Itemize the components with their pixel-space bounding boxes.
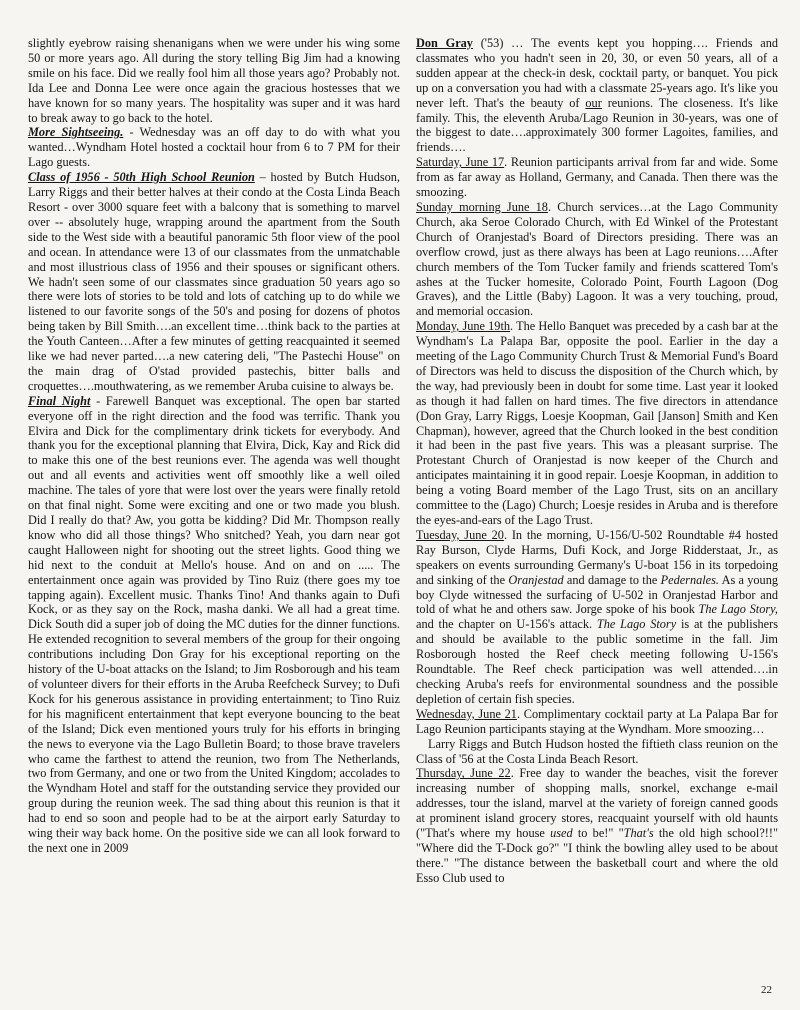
tuesday-text-b: and damage to the [563, 572, 661, 587]
wednesday-heading: Wednesday, June 21 [416, 706, 517, 721]
tuesday-paragraph [416, 528, 778, 707]
final-night-heading: Final Night [28, 393, 91, 408]
thats-emphasis: That's [623, 826, 654, 841]
monday-paragraph [416, 319, 778, 528]
ship-name-pedernales: Pedernales. [660, 572, 719, 587]
class56-heading: Class of 1956 - 50th High School Reunion [28, 170, 255, 185]
thursday-paragraph [416, 766, 778, 885]
tuesday-heading: Tuesday, June 20 [416, 527, 504, 542]
wednesday-text: . Complimentary cocktail party at La Palapa Bar for Lago Reunion participants staying at the Wyndham. More smoozing… [416, 706, 778, 736]
page-number: 22 [761, 984, 772, 996]
book-title: The Lago Story, [698, 602, 778, 617]
book-title-2: The Lago Story [596, 617, 677, 632]
saturday-heading: Saturday, June 17 [416, 155, 505, 170]
monday-heading: Monday, June 19th [416, 319, 511, 334]
don-gray-heading: Don Gray [416, 36, 473, 50]
tuesday-text-c: As a young boy Clyde witnessed the surfacing of U-502 in Oranjestad Harbor and told of what he and others saw. Jorge spoke of his book [416, 572, 778, 617]
wednesday-paragraph [416, 707, 778, 737]
sightseeing-paragraph [28, 125, 400, 170]
don-gray-text: ('53) … The events kept you hopping…. Friends and classmates who you hadn't seen in 20, 30, or even 50 years, all of a sudden appear at the check-in desk, cocktail party, or banquet. You pick up on a conversation you had with a classmate 25-years ago. It's like you never left. That's the beauty of [416, 36, 779, 110]
tuesday-text-d: and the chapter on U-156's attack. [416, 617, 597, 632]
class56-text: – hosted by Butch Hudson, Larry Riggs and their better halves at their condo at the Costa Linda Beach Resort - over 3000 square feet with a balcony that is something to marvel over -- absolutely huge, wrapping around the apartment from the South side to the West side with a beautiful panoramic 5th floor view of the pool and ocean. In attendance were 13 of our classmates from the unmatchable and most illustrious class of 1956 and their spouses or significant others. We hadn't seen some of our classmates since graduation 50 years ago so there were lots of stories to be told and lots of catching up to do while we listened to our favorite songs of the 50's and posing for dozens of photos being taken by Bill Smith….an excellent time…think back to the parties at the Youth Canteen…After a few minutes of getting reacquainted it seemed like we had never parted….a new catering deli, "The Pastechi House" on the main drag of O'stad provided pastechis, bitter balls and croquettes….mouthwatering, as we remember Aruba cuisine to always be. [28, 170, 400, 393]
right-column [416, 36, 778, 886]
tuesday-text-e: is at the publishers and should be available to the public sometime in the fall. Jim Rosborough hosted the Reef check meeting following U-156's Roundtable. The Reef check participation was well attended….in checking Aruba's reefs for environmental soundness and the possible depletion of certain fish species. [416, 617, 778, 706]
thursday-text-c: the old high school?!!" "Where did the T-Dock go?" "I think the bowling alley used to be about there." "The distance between the basketball court and where the old Esso Club used to [416, 826, 778, 885]
sunday-text: . Church services…at the Lago Community Church, aka Seroe Colorado Church, with Ed Winkel of the Protestant Church of Oranjestad's Board of Directors presiding. There was an overflow crowd, just as there always has been at Lago reunions….After church members of the Tom Tucker family and friends scattered Tom's ashes at the Tucker homesite, Colorado Point, Fourth Lagoon (Dog Graves), and the Little (Baby) Lagoon. It was a very touching, proud, and memorial occasion. [416, 199, 778, 319]
final-night-paragraph [28, 394, 400, 856]
saturday-text: . Reunion participants arrival from far and wide. Some from as far away as Holland, Germany, and Canada. Then there was the smoozing. [416, 155, 778, 200]
sunday-paragraph [416, 200, 778, 319]
thursday-text-b: to be!" " [572, 826, 624, 841]
intro-paragraph: slightly eyebrow raising shenanigans when we were under his wing some 50 or more years ago. All during the story telling Big Jim had a knowing smile on his face. Did we really fool him all those years ago? Probably not. Ida Lee and Donna Lee were once again the gracious hostesses that we have known for so many years. The hospitality was super and it was hard to break away to go back to the hotel. [28, 36, 400, 125]
our-emphasis: our [585, 95, 602, 110]
final-night-text: - Farewell Banquet was exceptional. The open bar started everyone off in the right direction and the food was terrific. Thank you Elvira and Dick for the complimentary drink tickets for everybody. And thank you for the exceptional planning that Elvira, Dick, Kay and Rick did to make this one of the best reunions ever. The agenda was well thought out and all events and activities went off smoothly like a well oiled machine. The tales of yore that were lost over the years were finally retold on that final night. Some were exciting and one or two made you blush. Did I really do that? Aw, you gotta be kidding? Did Mr. Thompson really know who did all those things? Who snitched? Yeah, you darn near got caught Halloween night for shooting out the street lights. Good thing we hid next to the conduit at Mello's house. And on and on ..... The entertainment once again was provided by Tino Ruiz (there goes my toe tapping again). Excellent music. Thanks Tino! And thanks again to Dufi Kock, or as they say on the Rock, masha danki. We all had a great time. Dick South did a super job of doing the MC duties for the dinner functions. He extended recognition to several members of the group for their ongoing contributions including Don Gray for his exceptional reporting on the history of the U-boat attacks on the Island; to Jim Rosborough and his team of volunteer divers for their efforts in the Aruba Reefcheck Survey; to Dufi Kock for his generous assistance in providing entertainment; to Tino Ruiz for his magnificent entertainment that kept everyone bouncing to the beat of the Island; Dick even mentioned yours truly for his efforts in bringing the news to everyone via the Lago Bulletin Board; to those brave travelers who came the farthest to attend the reunion, two from The Netherlands, two from Germany, and one or two from the United Kingdom; accolades to the Wyndham Hotel and staff for the outstanding service they provided our group during the reunion week. The sad thing about this reunion is that it had to end so soon and people had to be at the airport early Saturday to wing their way back home. On the positive side we can all look forward to the next one in 2009 [28, 393, 400, 855]
don-gray-text-cont: reunions. The closeness. It's like family. This, the eleventh Aruba/Lago Reunion in 30-years, was one of the biggest to date….approximately 300 former Lagoites, families, and friends…. [416, 95, 778, 155]
used-emphasis: used [550, 826, 573, 841]
sightseeing-text: - Wednesday was an off day to do with what you wanted…Wyndham Hotel hosted a cocktail hour from 6 to 7 PM for their Lago guests. [28, 125, 400, 170]
thursday-heading: Thursday, June 22 [416, 766, 511, 781]
sunday-heading: Sunday morning June 18 [416, 199, 548, 214]
saturday-paragraph [416, 155, 778, 200]
class56-paragraph [28, 170, 400, 394]
ship-name-oranjestad: Oranjestad [508, 572, 564, 587]
left-column [28, 36, 400, 856]
sightseeing-heading: More Sightseeing. [28, 125, 124, 140]
fiftieth-reunion-paragraph: Larry Riggs and Butch Hudson hosted the fiftieth class reunion on the Class of '56 at the Costa Linda Beach Resort. [416, 736, 778, 766]
tuesday-text: . In the morning, U-156/U-502 Roundtable #4 hosted Ray Burson, Clyde Harms, Dufi Kock, and Jorge Ridderstaat, Jr., as speakers on events surrounding Germany's U-boat 156 in its torpedoing and sinking of the [416, 527, 778, 587]
don-gray-paragraph [416, 36, 778, 155]
thursday-text: . Free day to wander the beaches, visit the forever increasing number of shopping malls, snorkel, exchange e-mail addresses, tour the island, marvel at the variety of foreign canned goods at prominent island grocery stores, reacquaint yourself with old haunts ("That's where my house [416, 766, 778, 841]
monday-text: . The Hello Banquet was preceded by a cash bar at the Wyndham's La Palapa Bar, opposite the pool. Earlier in the day a meeting of the Lago Community Church Trust & Memorial Fund's Board of Directors was held to discuss the disposition of the Church which, by the way, had previously been in doubt for some time. Last year it looked as though it had fallen on hard times. The five directors in attendance (Don Gray, Larry Riggs, Loesje Koopman, Gail [Janson] Smith and Ken Chapman), however, agreed that the Church looked in the best condition it had been in the past five years. This was a pleasant surprise. The Protestant Church of Oranjestad is now keeper of the Church and anticipates maintaining it in good repair. Loesje Koopman, in addition to being a voting Board member of the Lago Trust, sits on an ancillary committee to the (Lago) Church; Loesje resides in Aruba and is therefore the eyes-and-ears of the Lago Trust. [416, 319, 778, 527]
